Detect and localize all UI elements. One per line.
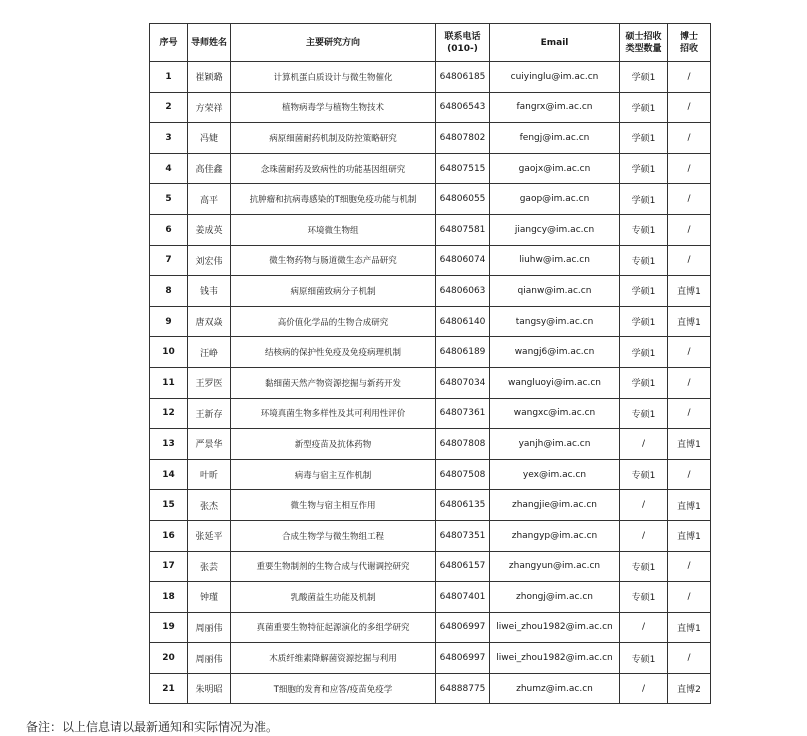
cell-topic: 微生物药物与肠道微生态产品研究 [231, 245, 436, 276]
cell-email: tangsy@im.ac.cn [490, 306, 620, 337]
cell-name: 钟瑾 [188, 582, 231, 613]
cell-email: wangxc@im.ac.cn [490, 398, 620, 429]
cell-no: 2 [150, 92, 188, 123]
cell-master: 学硕1 [620, 306, 668, 337]
cell-phd: / [668, 582, 711, 613]
cell-phd: 直博1 [668, 490, 711, 521]
cell-phone: 64806157 [436, 551, 490, 582]
header-phone [436, 24, 490, 62]
cell-topic: T细胞的发育和应答/疫苗免疫学 [231, 673, 436, 704]
cell-name: 刘宏伟 [188, 245, 231, 276]
cell-phone: 64806135 [436, 490, 490, 521]
cell-topic: 新型疫苗及抗体药物 [231, 429, 436, 460]
header-name: 导师姓名 [188, 24, 231, 62]
cell-phd: 直博1 [668, 306, 711, 337]
cell-no: 8 [150, 276, 188, 307]
cell-master: 专硕1 [620, 398, 668, 429]
cell-email: zhangyun@im.ac.cn [490, 551, 620, 582]
cell-name: 张杰 [188, 490, 231, 521]
cell-phd: / [668, 551, 711, 582]
cell-phd: 直博1 [668, 612, 711, 643]
cell-email: zhongj@im.ac.cn [490, 582, 620, 613]
cell-no: 9 [150, 306, 188, 337]
cell-phd: 直博2 [668, 673, 711, 704]
cell-topic: 病原细菌致病分子机制 [231, 276, 436, 307]
table-row [150, 582, 711, 613]
cell-phone: 64806189 [436, 337, 490, 368]
cell-email: zhangyp@im.ac.cn [490, 520, 620, 551]
cell-phone: 64806074 [436, 245, 490, 276]
cell-topic: 乳酸菌益生功能及机制 [231, 582, 436, 613]
cell-topic: 高价值化学品的生物合成研究 [231, 306, 436, 337]
cell-phd: / [668, 459, 711, 490]
cell-master: / [620, 520, 668, 551]
cell-master: 学硕1 [620, 123, 668, 154]
table-row [150, 276, 711, 307]
header-master [620, 24, 668, 62]
cell-email: yex@im.ac.cn [490, 459, 620, 490]
cell-email: fangrx@im.ac.cn [490, 92, 620, 123]
cell-name: 钱韦 [188, 276, 231, 307]
cell-master: 学硕1 [620, 92, 668, 123]
cell-name: 张延平 [188, 520, 231, 551]
cell-master: 学硕1 [620, 367, 668, 398]
cell-email: wangluoyi@im.ac.cn [490, 367, 620, 398]
cell-master: 专硕1 [620, 551, 668, 582]
cell-phd: / [668, 398, 711, 429]
cell-phd: / [668, 214, 711, 245]
header-topic: 主要研究方向 [231, 24, 436, 62]
table-row [150, 398, 711, 429]
cell-topic: 环境真菌生物多样性及其可利用性评价 [231, 398, 436, 429]
table-row [150, 367, 711, 398]
cell-phone: 64807034 [436, 367, 490, 398]
cell-topic: 结核病的保护性免疫及免疫病理机制 [231, 337, 436, 368]
cell-topic: 合成生物学与微生物组工程 [231, 520, 436, 551]
table-row [150, 62, 711, 93]
cell-phone: 64807515 [436, 153, 490, 184]
cell-phone: 64807351 [436, 520, 490, 551]
cell-phone: 64806063 [436, 276, 490, 307]
cell-name: 朱明昭 [188, 673, 231, 704]
header-master-line2: 类型数量 [625, 43, 662, 54]
cell-no: 17 [150, 551, 188, 582]
cell-no: 10 [150, 337, 188, 368]
cell-no: 20 [150, 643, 188, 674]
table-row [150, 643, 711, 674]
cell-phone: 64807361 [436, 398, 490, 429]
header-phd-line1: 博士 [679, 31, 698, 42]
cell-phone: 64888775 [436, 673, 490, 704]
table-row [150, 245, 711, 276]
cell-name: 周丽伟 [188, 643, 231, 674]
cell-email: jiangcy@im.ac.cn [490, 214, 620, 245]
cell-phone: 64807401 [436, 582, 490, 613]
cell-phd: / [668, 123, 711, 154]
cell-topic: 木质纤维素降解菌资源挖掘与利用 [231, 643, 436, 674]
cell-email: zhangjie@im.ac.cn [490, 490, 620, 521]
cell-phone: 64806997 [436, 612, 490, 643]
cell-phone: 64806543 [436, 92, 490, 123]
cell-master: / [620, 612, 668, 643]
header-master-line1: 硕士招收 [625, 31, 662, 42]
cell-phone: 64807808 [436, 429, 490, 460]
table-body [150, 62, 711, 704]
cell-name: 高佳鑫 [188, 153, 231, 184]
table-row [150, 337, 711, 368]
cell-topic: 病原细菌耐药机制及防控策略研究 [231, 123, 436, 154]
header-phone-line1: 联系电话 [444, 31, 481, 42]
cell-phd: / [668, 184, 711, 215]
cell-name: 王罗医 [188, 367, 231, 398]
cell-no: 15 [150, 490, 188, 521]
cell-email: wangj6@im.ac.cn [490, 337, 620, 368]
cell-phd: / [668, 367, 711, 398]
cell-no: 1 [150, 62, 188, 93]
cell-name: 崔颖璐 [188, 62, 231, 93]
cell-topic: 环境微生物组 [231, 214, 436, 245]
cell-no: 4 [150, 153, 188, 184]
cell-master: 专硕1 [620, 459, 668, 490]
cell-name: 王新存 [188, 398, 231, 429]
cell-master: / [620, 673, 668, 704]
cell-name: 周丽伟 [188, 612, 231, 643]
header-no: 序号 [150, 24, 188, 62]
cell-phone: 64806055 [436, 184, 490, 215]
cell-master: 专硕1 [620, 643, 668, 674]
cell-email: cuiyinglu@im.ac.cn [490, 62, 620, 93]
table-row [150, 551, 711, 582]
table-row [150, 459, 711, 490]
cell-name: 方荣祥 [188, 92, 231, 123]
header-phd [668, 24, 711, 62]
cell-topic: 计算机蛋白质设计与微生物催化 [231, 62, 436, 93]
cell-phd: / [668, 62, 711, 93]
cell-no: 7 [150, 245, 188, 276]
cell-no: 16 [150, 520, 188, 551]
header-phone-line2: (010-) [447, 43, 478, 54]
cell-name: 严景华 [188, 429, 231, 460]
cell-no: 11 [150, 367, 188, 398]
cell-no: 21 [150, 673, 188, 704]
cell-no: 12 [150, 398, 188, 429]
cell-email: liwei_zhou1982@im.ac.cn [490, 643, 620, 674]
cell-email: liuhw@im.ac.cn [490, 245, 620, 276]
table-row [150, 184, 711, 215]
cell-phd: 直博1 [668, 276, 711, 307]
cell-topic: 真菌重要生物特征起源演化的多组学研究 [231, 612, 436, 643]
cell-phd: 直博1 [668, 429, 711, 460]
cell-phd: / [668, 337, 711, 368]
cell-no: 19 [150, 612, 188, 643]
table-row [150, 306, 711, 337]
cell-topic: 重要生物制剂的生物合成与代谢调控研究 [231, 551, 436, 582]
table-row [150, 92, 711, 123]
cell-phone: 64807581 [436, 214, 490, 245]
cell-phd: / [668, 153, 711, 184]
cell-master: 专硕1 [620, 214, 668, 245]
cell-email: gaop@im.ac.cn [490, 184, 620, 215]
cell-email: zhumz@im.ac.cn [490, 673, 620, 704]
cell-master: 学硕1 [620, 276, 668, 307]
cell-email: yanjh@im.ac.cn [490, 429, 620, 460]
cell-phd: / [668, 643, 711, 674]
cell-master: 学硕1 [620, 62, 668, 93]
cell-name: 叶昕 [188, 459, 231, 490]
cell-phone: 64807508 [436, 459, 490, 490]
cell-no: 14 [150, 459, 188, 490]
cell-name: 姜成英 [188, 214, 231, 245]
cell-topic: 植物病毒学与植物生物技术 [231, 92, 436, 123]
cell-phone: 64807802 [436, 123, 490, 154]
advisor-table [149, 23, 711, 704]
cell-master: 学硕1 [620, 337, 668, 368]
table-row [150, 612, 711, 643]
header-row [150, 24, 711, 62]
cell-name: 汪峥 [188, 337, 231, 368]
cell-phd: 直博1 [668, 520, 711, 551]
cell-master: / [620, 490, 668, 521]
cell-email: gaojx@im.ac.cn [490, 153, 620, 184]
cell-name: 唐双焱 [188, 306, 231, 337]
cell-phone: 64806140 [436, 306, 490, 337]
cell-topic: 微生物与宿主相互作用 [231, 490, 436, 521]
cell-no: 3 [150, 123, 188, 154]
cell-no: 13 [150, 429, 188, 460]
cell-master: 学硕1 [620, 184, 668, 215]
cell-name: 张芸 [188, 551, 231, 582]
cell-topic: 黏细菌天然产物资源挖掘与新药开发 [231, 367, 436, 398]
cell-email: fengj@im.ac.cn [490, 123, 620, 154]
header-phd-line2: 招收 [679, 43, 698, 54]
footnote: 备注：以上信息请以最新通知和实际情况为准。 [26, 720, 279, 734]
table-row [150, 490, 711, 521]
cell-master: 专硕1 [620, 582, 668, 613]
cell-topic: 念珠菌耐药及致病性的功能基因组研究 [231, 153, 436, 184]
cell-no: 5 [150, 184, 188, 215]
table-row [150, 520, 711, 551]
cell-name: 冯婕 [188, 123, 231, 154]
table-row [150, 123, 711, 154]
cell-phd: / [668, 245, 711, 276]
cell-email: qianw@im.ac.cn [490, 276, 620, 307]
cell-master: 学硕1 [620, 153, 668, 184]
cell-phd: / [668, 92, 711, 123]
cell-phone: 64806185 [436, 62, 490, 93]
cell-name: 高平 [188, 184, 231, 215]
cell-topic: 抗肿瘤和抗病毒感染的T细胞免疫功能与机制 [231, 184, 436, 215]
table-row [150, 214, 711, 245]
table-row [150, 153, 711, 184]
cell-master: 专硕1 [620, 245, 668, 276]
table-row [150, 429, 711, 460]
cell-master: / [620, 429, 668, 460]
header-email: Email [490, 24, 620, 62]
cell-no: 6 [150, 214, 188, 245]
table-row [150, 673, 711, 704]
cell-phone: 64806997 [436, 643, 490, 674]
cell-email: liwei_zhou1982@im.ac.cn [490, 612, 620, 643]
cell-topic: 病毒与宿主互作机制 [231, 459, 436, 490]
cell-no: 18 [150, 582, 188, 613]
